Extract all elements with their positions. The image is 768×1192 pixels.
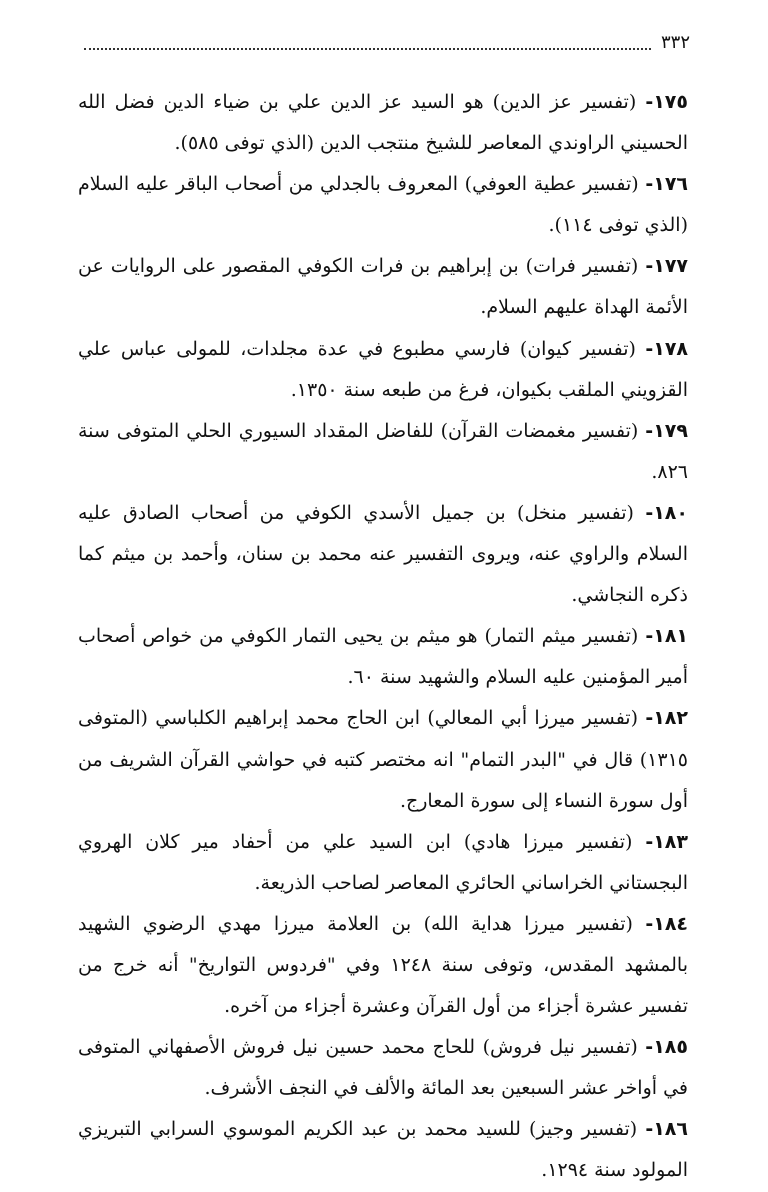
entry-text: للفاضل المقداد السيوري الحلي المتوفى سنة ٨٢٦. [78, 419, 688, 483]
entry-title: (تفسير ميرزا أبي المعالي) [427, 707, 639, 730]
entry-181 [78, 616, 688, 698]
page-header [84, 32, 690, 52]
entry-text: فارسي مطبوع في عدة مجلدات، للمولى عباس علي القزويني الملقب بكيوان، فرغ من طبعه سنة ١٣٥٠. [78, 337, 688, 401]
entry-180 [78, 493, 688, 616]
entry-text: المعروف بالجدلي من أصحاب الباقر عليه السلام (الذي توفى ١١٤). [78, 173, 688, 237]
entry-186 [78, 1109, 688, 1191]
entry-title: (تفسير ميثم التمار) [484, 625, 639, 648]
entry-number: ١٨٣- [645, 830, 688, 853]
entry-175 [78, 82, 688, 164]
entry-title: (تفسير ميرزا هداية الله) [423, 912, 633, 935]
entry-179 [78, 411, 688, 493]
entry-title: (تفسير عطية العوفي) [464, 173, 639, 196]
header-dotted-rule [84, 46, 651, 50]
page-body [78, 82, 688, 1192]
page-number: ٣٣٢ [660, 32, 690, 53]
entry-text: بن جميل الأسدي الكوفي من أصحاب الصادق عليه السلام والراوي عنه، ويروى التفسير عنه محمد بن سنان، وأحمد بن ميثم كما ذكره النجاشي. [78, 501, 688, 607]
entry-number: ١٨٤- [645, 912, 689, 935]
entry-182 [78, 698, 688, 821]
entry-number: ١٨١- [645, 625, 689, 648]
entry-title: (تفسير منخل) [517, 501, 634, 524]
entry-title: (تفسير نيل فروش) [482, 1036, 638, 1059]
entry-title: (تفسير فرات) [525, 255, 639, 278]
entry-title: (تفسير كيوان) [519, 337, 636, 360]
entry-185 [78, 1027, 688, 1109]
entry-number: ١٧٨- [645, 337, 689, 360]
entry-text: هو ميثم بن يحيى التمار الكوفي من خواص أصحاب أمير المؤمنين عليه السلام والشهيد سنة ٦٠. [78, 625, 688, 689]
entry-number: ١٨٢- [645, 707, 688, 730]
entry-number: ١٨٦- [645, 1118, 688, 1141]
entry-number: ١٧٥- [645, 91, 688, 113]
entry-183 [78, 822, 688, 904]
entry-number: ١٨٥- [645, 1036, 688, 1059]
entry-178 [78, 329, 688, 411]
entry-title: (تفسير عز الدين) [492, 91, 637, 113]
entry-number: ١٧٩- [645, 419, 688, 442]
entry-text: للسيد محمد بن عبد الكريم الموسوي السرابي التبريزي المولود سنة ١٢٩٤. [78, 1118, 688, 1182]
entry-text: بن العلامة ميرزا مهدي الرضوي الشهيد بالمشهد المقدس، وتوفى سنة ١٢٤٨ وفي "فردوس التواريخ" أنه خرج من تفسير عشرة أجزاء من أول القرآن وعشرة أجزاء من آخره. [78, 912, 688, 1018]
entry-number: ١٨٠- [645, 501, 688, 524]
entry-text: ابن الحاج محمد إبراهيم الكلباسي (المتوفى ١٣١٥) قال في "البدر التمام" انه مختصر كتبه في حواشي القرآن الشريف من أول سورة النساء إلى سورة المعارج. [78, 707, 688, 812]
entry-text: بن إبراهيم بن فرات الكوفي المقصور على الروايات عن الأئمة الهداة عليهم السلام. [78, 255, 688, 319]
entry-title: (تفسير وجيز) [529, 1118, 638, 1141]
entry-176 [78, 164, 688, 246]
entry-text: هو السيد عز الدين علي بن ضياء الدين فضل الله الحسيني الراوندي المعاصر للشيخ منتجب الدين (الذي توفى ٥٨٥). [78, 91, 688, 155]
entry-177 [78, 246, 688, 328]
entry-text: للحاج محمد حسين نيل فروش الأصفهاني المتوفى في أواخر عشر السبعين بعد المائة والألف في النجف الأشرف. [78, 1036, 688, 1100]
entry-text: ابن السيد علي من أحفاد مير كلان الهروي البجستاني الخراساني الحائري المعاصر لصاحب الذريعة. [78, 830, 688, 894]
entry-number: ١٧٧- [645, 255, 689, 278]
entry-184 [78, 904, 688, 1027]
entry-number: ١٧٦- [645, 173, 689, 196]
entry-title: (تفسير مغمضات القرآن) [440, 419, 639, 442]
entry-title: (تفسير ميرزا هادي) [463, 830, 633, 853]
